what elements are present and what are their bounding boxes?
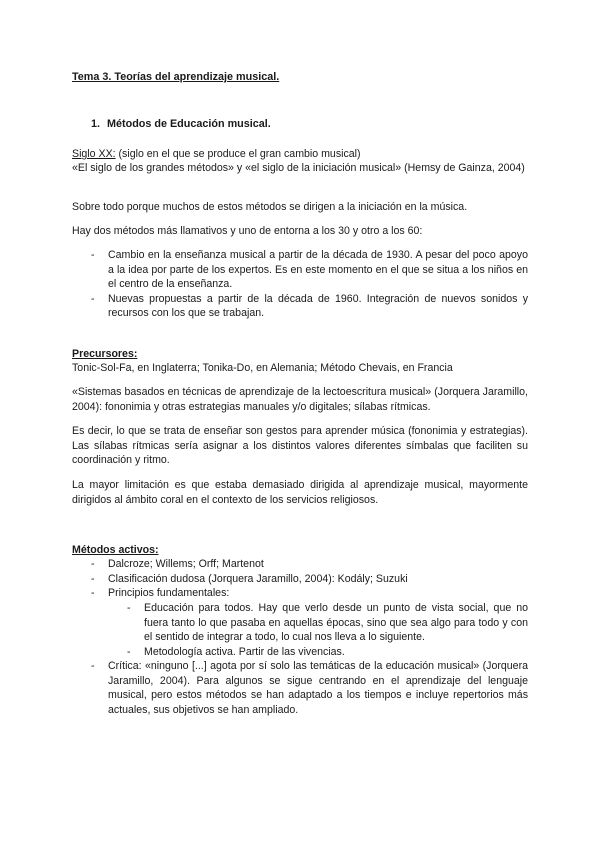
dash-bullet: - [91, 249, 95, 261]
sub-list-principios [72, 601, 528, 659]
list-item-text: Crítica: «ninguno [...] agota por sí solo las temáticas de la educación musical» (Jorquera Jaramillo, 2004). Para algunos se sigue centrando en el aprendizaje del lenguaje musical, pero estos métodos se han adaptado a los tiempos e incluye repertorios más actuales, sus objetivos se han ampliado. [108, 660, 528, 716]
precursores-paragraph-3: La mayor limitación es que estaba demasiado dirigida al aprendizaje musical, mayormente dirigidos al ámbito coral en el contexto de los servicios religiosos. [72, 479, 528, 506]
bullet-list-critica [72, 659, 528, 717]
precursores-paragraph-2: Es decir, lo que se trata de enseñar son gestos para aprender música (fononimia y estrategias). Las sílabas rítmicas sería asignar a los distintos valores diferentes símbalas que faciliten su coordinación y ritmo. [72, 425, 528, 467]
siglo-quote: «El siglo de los grandes métodos» y «el siglo de la iniciación musical» (Hemsy de Gainza, 2004) [72, 162, 525, 174]
list-item [72, 248, 528, 292]
list-item-text: Cambio en la enseñanza musical a partir de la década de 1930. A pesar del poco apoyo a la idea por parte de los expertos. Es en este momento en el que se situa a los niños en el centro de la enseñanza. [108, 249, 528, 291]
dash-bullet: - [91, 572, 95, 585]
list-item-text: Principios fundamentales: [108, 587, 230, 600]
section-heading-text: Métodos de Educación musical. [107, 118, 271, 130]
siglo-line [72, 147, 528, 162]
dash-bullet: - [91, 292, 95, 305]
siglo-label: Siglo XX: [72, 148, 116, 160]
dash-bullet: - [127, 645, 131, 658]
precursores-paragraph-1: «Sistemas basados en técnicas de aprendizaje de la lectoescritura musical» (Jorquera Jaramillo, 2004): fononimia y otras estrategias manuales y/o digitales; sílabas rítmicas. [72, 386, 528, 413]
precursores-line: Tonic-Sol-Fa, en Inglaterra; Tonika-Do, en Alemania; Método Chevais, en Francia [72, 362, 453, 374]
section-number: 1. [91, 118, 101, 130]
sub-list-item-text: Metodología activa. Partir de las vivencias. [144, 645, 345, 658]
list-item [72, 572, 528, 587]
precursores-heading: Precursores: [72, 348, 138, 360]
list-item-text: Clasificación dudosa (Jorquera Jaramillo, 2004): Kodály; Suzuki [108, 572, 408, 585]
sub-list-item-text: Educación para todos. Hay que verlo desde un punto de vista social, que no fuera tanto lo que pasaba en aquellas épocas, sino que sea algo para todo y con el sentido de integrar a todo, lo cual nos lleva a lo siguiente. [144, 602, 528, 644]
siglo-note: (siglo en el que se produce el gran cambio musical) [115, 148, 361, 160]
dash-bullet: - [91, 587, 95, 600]
sub-list-item [72, 601, 528, 645]
list-item [72, 659, 528, 717]
dash-bullet: - [91, 558, 95, 570]
list-item-text: Dalcroze; Willems; Orff; Martenot [108, 558, 264, 570]
list-item [72, 292, 528, 321]
dash-bullet: - [91, 660, 95, 672]
bullet-list-activos [72, 557, 528, 601]
page-title: Tema 3. Teorías del aprendizaje musical. [72, 71, 280, 83]
dash-bullet: - [127, 602, 131, 614]
section-heading [72, 117, 528, 132]
paragraph-sobre: Sobre todo porque muchos de estos métodos se dirigen a la iniciación en la música. [72, 201, 468, 213]
activos-heading: Métodos activos: [72, 544, 159, 556]
list-item [72, 586, 528, 601]
bullet-list-decades [72, 248, 528, 321]
list-item [72, 557, 528, 572]
list-item-text: Nuevas propuestas a partir de la década de 1960. Integración de nuevos sonidos y recursos con los que se trabajan. [108, 292, 528, 320]
sub-list-item [72, 645, 528, 660]
paragraph-hay: Hay dos métodos más llamativos y uno de entorna a los 30 y otro a los 60: [72, 225, 423, 237]
